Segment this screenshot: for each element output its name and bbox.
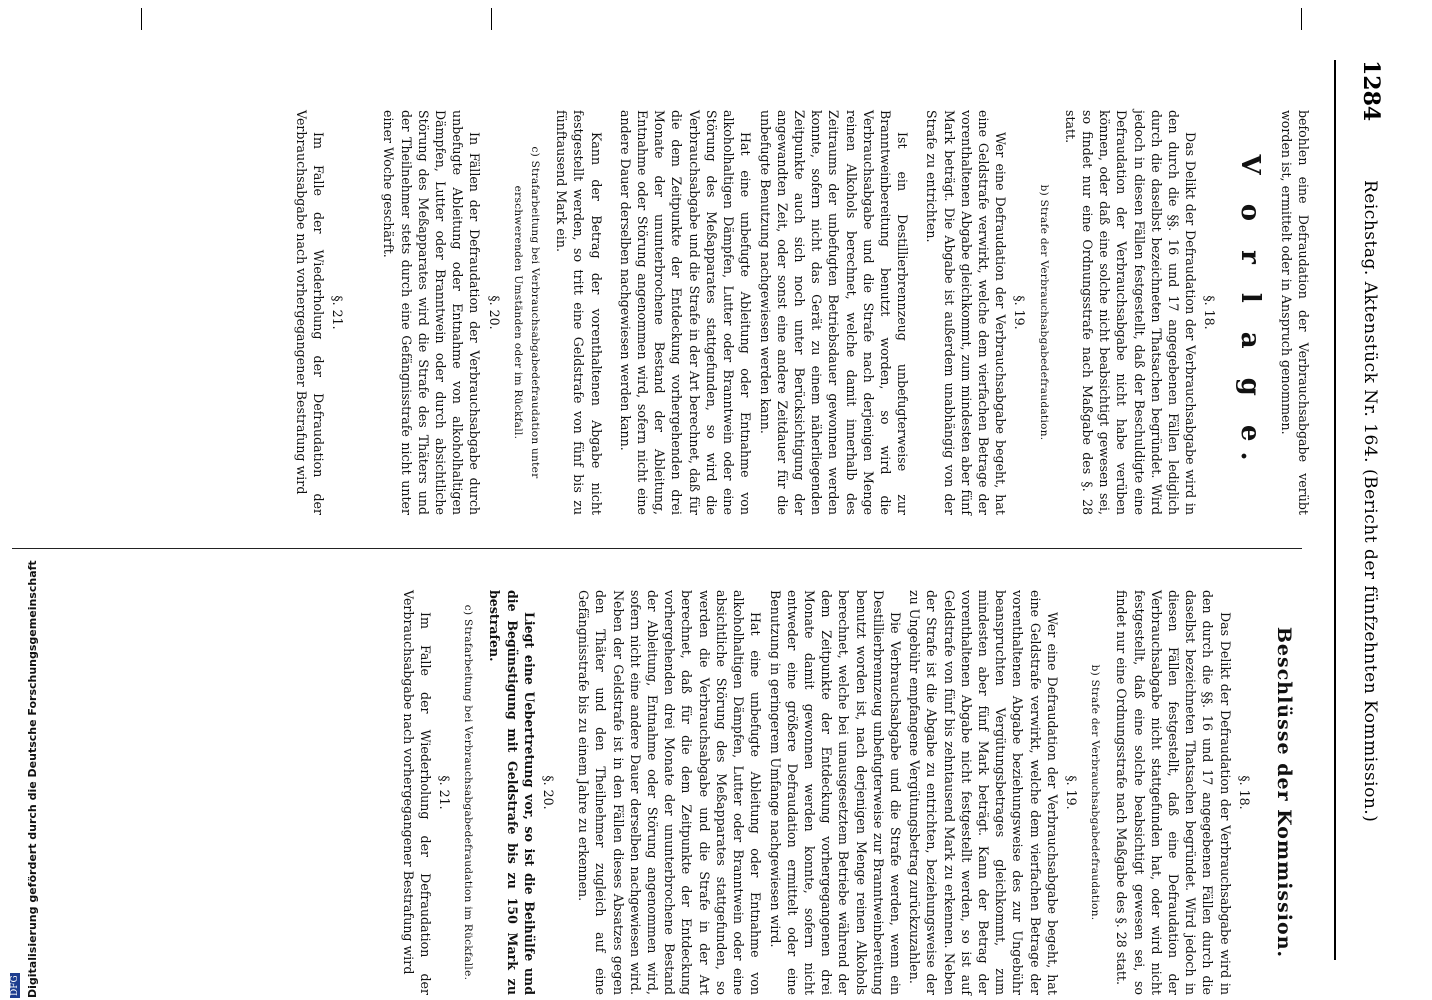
left-s21-heading: §. 21. — [330, 295, 346, 330]
left-title: V o r l a g e. — [1234, 154, 1265, 471]
page-number: 1284 — [1358, 60, 1384, 122]
right-title: Beschlüsse der Kommission. — [1273, 626, 1295, 959]
left-column-vorlage — [291, 110, 1312, 515]
left-s19-p4: Kann der Betrag der vorenthaltenen Abgabe nicht festgestellt werden, so tritt eine Geldstrafe von fünf bis zu fünftausend Mark ein. — [554, 110, 604, 515]
left-s18-heading: §. 18. — [1202, 295, 1218, 330]
left-s19-heading: §. 19. — [1012, 295, 1028, 330]
credit-text: Digitalisierung gefördert durch die Deutsche Forschungsgemeinschaft — [26, 560, 39, 998]
left-s19-p3: Hat eine unbefugte Ableitung oder Entnahme von alkoholhaltigen Dämpfen, Lutter oder Branntwein oder eine Störung des Meßapparates stattgefunden, so wird die Verbrauchsabgabe und die Strafe in der Art berechnet, daß für die dem Zeitpunkte der Entdeckung vorhergehenden drei Monate der ununterbrochene Bestand der Ableitung, Entnahme oder Störung angenommen wird, sofern nicht eine andere Dauer derselben nachgewiesen werden kann. — [617, 110, 754, 515]
right-s19-p1: Wer eine Defraudation der Verbrauchsabgabe begeht, hat eine Geldstrafe verwirkt, welche dem vierfachen Betrage der vorenthaltenen Abgabe beziehungsweise des zur Ungebühr beanspruchten Vergütungsbetrages gleichkommt, zum mindesten aber fünf Mark beträgt. Kann der Betrag der vorenthaltenen Abgabe nicht festgestellt werden, so ist auf Geldstrafe von fünf bis zehntausend Mark zu erkennen. Neben der Strafe ist die Abgabe zu entrichten, beziehungsweise der zu Ungebühr empfangene Vergütungsbetrag zurückzuzahlen. — [907, 590, 1060, 995]
right-sub-c: c) Strafarbeitung bei Verbrauchsabgabedefraudation im Rückfalle. — [462, 604, 475, 981]
margin-mark — [491, 8, 492, 30]
dfg-logo-icon: DFG — [10, 975, 20, 996]
right-sub-b: b) Strafe der Verbrauchsabgabedefraudation. — [1089, 664, 1102, 921]
margin-mark — [141, 8, 142, 30]
margin-mark — [1301, 8, 1302, 30]
left-s20-heading: §. 20. — [486, 295, 502, 330]
left-intro: befohlen eine Defraudation der Verbrauchsabgabe verübt worden ist, ermittelt oder in Anspruch genommen. — [1278, 110, 1311, 515]
column-divider — [12, 548, 1302, 549]
right-s18-text: Das Delikt der Defraudation der Verbrauchsabgabe wird in den durch die §§. 16 und 17 angegebenen Fällen durch die daselbst bezeichneten Thatsachen begründet. Wird jedoch in diesen Fällen festgestellt, daß eine Defraudation der Verbrauchsabgabe nicht stattgefunden hat, oder wird nicht festgestellt, daß eine solche beabsichtigt gewesen sei, so findet nur eine Ordnungsstrafe nach Maßgabe des §. 28 statt. — [1114, 590, 1233, 995]
left-s18-text: Das Delikt der Defraudation der Verbrauchsabgabe wird in den durch die §§. 16 und 17 angegebenen Fällen lediglich durch die daselbst bezeichneten Thatsachen begründet. Wird jedoch in diesen Fällen festgestellt, daß der Beschuldigte eine Defraudation der Verbrauchsabgabe nicht habe verüben können, oder daß eine solche nicht beabsichtigt gewesen sei, so findet nur eine Ordnungsstrafe nach Maßgabe des §. 28 statt. — [1062, 110, 1199, 515]
header-title: Reichstag. Aktenstück Nr. 164. (Bericht der fünfzehnten Kommission.) — [1360, 180, 1380, 823]
right-s19-heading: §. 19. — [1063, 775, 1079, 810]
right-s21-heading: §. 21. — [437, 775, 453, 810]
right-s20-text: Liegt eine Uebertretung vor, so ist die Beihülfe und die Begünstigung mit Geldstrafe bis zu 150 Mark zu bestrafen. — [487, 590, 537, 995]
left-s20-text: In Fällen der Defraudation der Verbrauchsabgabe durch unbefugte Ableitung oder Entnahme von alkoholhaltigen Dämpfen, Lutter oder Branntwein oder durch absichtliche Störung des Meßapparates wird die Strafe des Thäters und der Theilnehmer stets durch eine Gefängnisstrafe nicht unter einer Woche geschärft. — [381, 110, 483, 515]
left-s19-p2: Ist ein Destillierbrennzeug unbefugterweise zur Branntweinbereitung benutzt worden, so wird die Verbrauchsabgabe und die Strafe nach derjenigen Menge reinen Alkohols berechnet, welche damit innerhalb des Zeitraums der unbefugten Betriebsdauer gewonnen werden konnte, sofern nicht das Gerät zu einem näherliegenden Zeitpunkte auch sich noch unter Berücksichtigung der angewandten Zeit, oder sonst eine andere Zeitdauer für die unbefugte Benutzung nachgewiesen werden kann. — [757, 110, 911, 515]
header-rule — [1334, 60, 1336, 960]
right-s18-heading: §. 18. — [1236, 775, 1252, 810]
right-s19-p3: Hat eine unbefugte Ableitung oder Entnahme von alkoholhaltigen Dämpfen, Lutter oder Branntwein oder eine absichtliche Störung des Meßapparates stattgefunden, so werden die Verbrauchsabgabe und die Strafe in der Art berechnet, daß für die dem Zeitpunkte der Entdeckung vorhergehenden drei Monate der ununterbrochene Bestand der Ableitung, Entnahme oder Störung angenommen wird, sofern nicht eine andere Dauer derselben nachgewiesen wird. Neben der Geldstrafe ist in den Fällen dieses Absatzes gegen den Thäter und den Theilnehmer zugleich auf eine Gefängnisstrafe bis zu einem Jahre zu erkennen. — [576, 590, 764, 995]
right-s19-p2: Die Verbrauchsabgabe und die Strafe werden, wenn ein Destillierbrennzeug unbefugterweise zur Branntweinbereitung benutzt worden ist, nach derjenigen Menge reinen Alkohols berechnet, welche bei unausgesetztem Betriebe während der dem Zeitpunkte der Entdeckung vorhergegangenen drei Monate damit gewonnen werden konnte, sofern nicht entweder eine größere Defraudation ermittelt oder eine Benutzung in geringerem Umfange nachgewiesen wird. — [767, 590, 903, 995]
left-sub-b: b) Strafe der Verbrauchsabgabedefraudation. — [1037, 184, 1050, 441]
left-s21-text: Im Falle der Wiederholung der Defraudation der Verbrauchsabgabe nach vorhergegangener Bestrafung wird — [293, 110, 327, 515]
right-column-beschluesse — [397, 590, 1312, 995]
left-sub-c: c) Strafarbeitung bei Verbrauchsabgabedefraudation unter erschwerenden Umständen oder im Rückfall. — [511, 146, 542, 479]
digitization-credit — [2, 560, 39, 998]
right-s21-text: Im Falle der Wiederholung der Defraudation der Verbrauchsabgabe nach vorhergegangener Bestrafung wird — [400, 590, 433, 995]
right-s20-heading: §. 20. — [541, 775, 557, 810]
page-header — [1314, 60, 1384, 960]
left-s19-p1: Wer eine Defraudation der Verbrauchsabgabe begeht, hat eine Geldstrafe verwirkt, welche dem vierfachen Betrage der vorenthaltenen Abgabe gleichkommt, zum mindesten aber fünf Mark beträgt. Die Abgabe ist außerdem unabhängig von der Strafe zu entrichten. — [924, 110, 1009, 515]
